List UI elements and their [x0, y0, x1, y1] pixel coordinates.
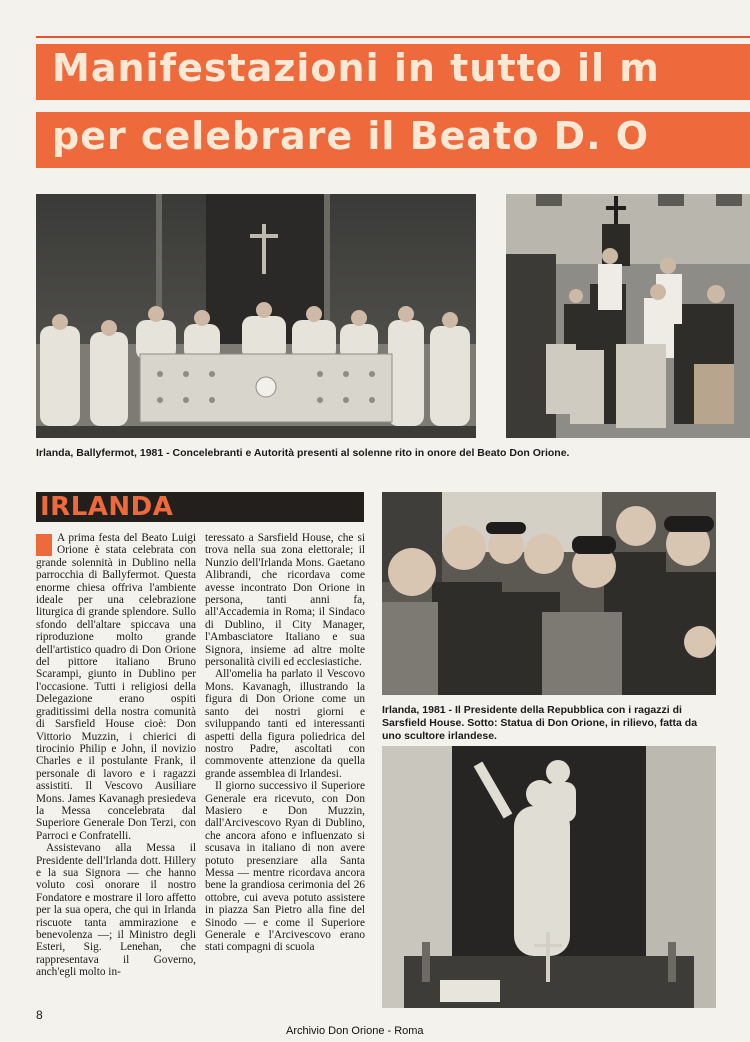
president-photo-graphic [382, 492, 716, 695]
top-rule [36, 36, 750, 38]
photo-statue [382, 746, 716, 1008]
article-paragraph: teressato a Sarsfield House, che si trova nella sua zona elettorale; il Nunzio dell'Irlanda Mons. Gaetano Alibrandi, che ricordava come avesse incontrato Don Orione in persona, tanti anni fa, all'Accademia in Roma; il Sindaco di Dublino, il City Manager, l'Ambasciatore Italiano e sua Signora, insieme ad altre molte personalità civili ed ecclesiastiche. [205, 532, 365, 669]
dropcap-l [36, 534, 52, 556]
article-paragraph: A prima festa del Beato Luigi Orione è stata celebrata con grande solennità in Dublino nella parrocchia di Ballyfermot. Questa enorme chiesa offriva l'ambiente ideale per una celebrazione liturgica di grande splendore. Sullo sfondo dell'altare spiccava una riproduzione molto grande dell'artistico quadro di Don Orione del pittore italiano Bruno Scarampi, giunto in Dublino per l'occasione. Tutti i religiosi della Delegazione erano ospiti graditissimi della nostra comunità di Sarsfield House cioè: Don Vittorio Muzzin, i chierici di tirocinio Philip e John, il novizio Charles e il postulante Frank, il personale di lavoro e i ragazzi assistiti. Il Vescovo Ausiliare Mons. James Kavanagh presiedeva la Messa concelebrata dal Superiore Generale Don Terzi, con Parroci e Confratelli. [36, 532, 196, 842]
title-line-2: per celebrare il Beato D. O [52, 114, 650, 158]
congregation-photo-graphic [506, 194, 750, 438]
altar-photo-graphic [36, 194, 476, 438]
photo-altar-concelebrants [36, 194, 476, 438]
section-heading: IRLANDA [40, 492, 174, 522]
section-heading-box [36, 492, 364, 522]
article-paragraph: Il giorno successivo il Superiore Generale era ricevuto, con Don Masiero e Don Muzzin, dall'Arcivescovo Ryan di Dublino, che ancora afono e influenzato si scusava in italiano di non avere potuto presenziare alla Santa Messa — mentre ricordava ancora bene la grandiosa cerimonia del 26 ottobre, cui aveva potuto assistere in piazza San Pietro alla fine del Sinodo — e come il Superiore Generale e l'Arcivescovo erano stati compagni di scuola [205, 780, 365, 954]
caption-president: Irlanda, 1981 - Il Presidente della Repubblica con i ragazzi di Sarsfield House. Sotto: Statua di Don Orione, in rilievo, fatta da uno scultore irlandese. [382, 704, 698, 742]
article-paragraph: Assistevano alla Messa il Presidente dell'Irlanda dott. Hillery e la sua Signora — che hanno voluto così onorare il nostro Fondatore e mostrare il loro affetto per la sua opera, che qui in Irlanda riscuote tanta ammirazione e benevolenza —; il Ministro degli Esteri, Sig. Lenehan, che rappresentava il Governo, anch'egli molto in- [36, 842, 196, 979]
article-paragraph: All'omelia ha parlato il Vescovo Mons. Kavanagh, illustrando la figura di Don Orione come un santo dei nostri giorni e sviluppando tanti ed interessanti aspetti della figura poliedrica del nostro Padre, ascoltati con commovente attenzione da quella grande assemblea di Irlandesi. [205, 668, 365, 780]
title-banner-2 [36, 112, 750, 168]
photo-president-boys [382, 492, 716, 695]
title-line-1: Manifestazioni in tutto il m [52, 46, 660, 90]
caption-altar: Irlanda, Ballyfermot, 1981 - Concelebranti e Autorità presenti al solenne rito in onore del Beato Don Orione. [36, 447, 570, 459]
photo-congregation [506, 194, 750, 438]
page-number: 8 [36, 1008, 43, 1022]
article-column-2 [205, 532, 365, 954]
title-banner-1 [36, 44, 750, 100]
article-column-1 [36, 532, 196, 979]
archive-footer: Archivio Don Orione - Roma [286, 1025, 424, 1037]
statue-photo-graphic [382, 746, 716, 1008]
